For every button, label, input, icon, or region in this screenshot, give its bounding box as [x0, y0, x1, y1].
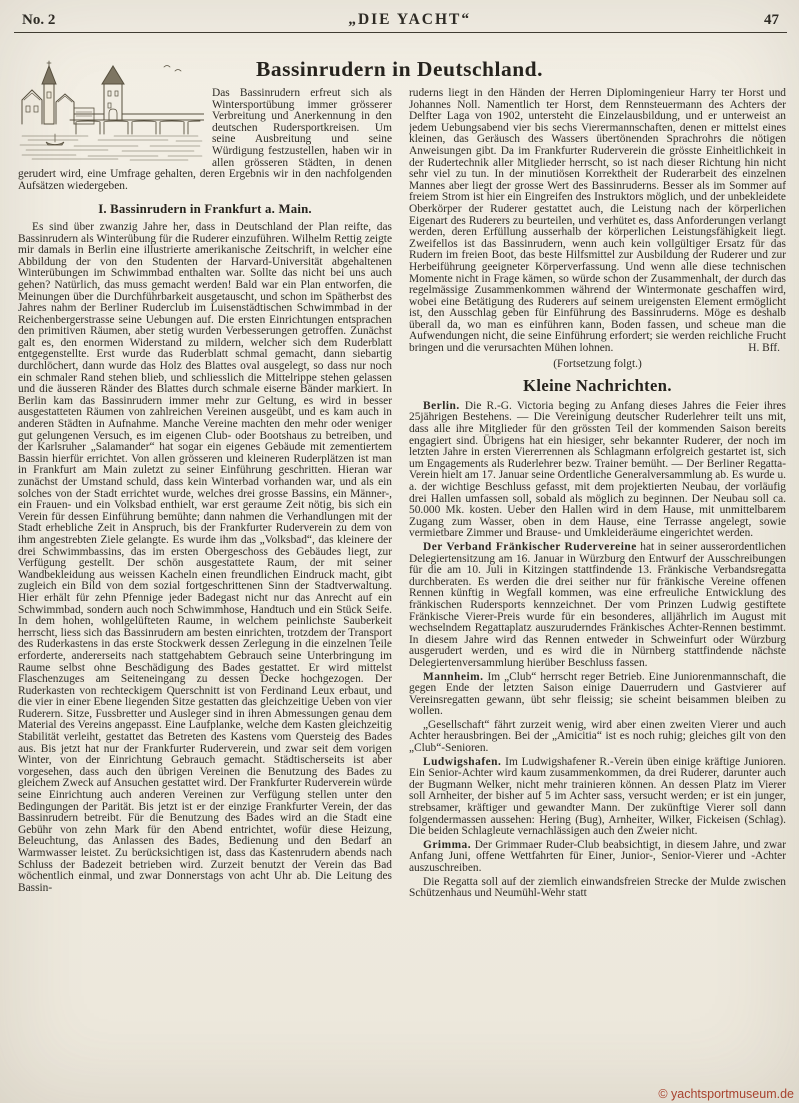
news-lead-grimma: Grimma. [423, 838, 472, 851]
author-initials: H. Bff. [748, 342, 780, 355]
left-column [18, 52, 392, 1100]
news-item-gesellschaft [409, 720, 786, 755]
news-heading: Kleine Nachrichten. [523, 376, 672, 396]
news-item-berlin [409, 401, 786, 540]
news-lead-ludwigshafen: Ludwigshafen. [423, 755, 502, 768]
continuation-note: (Fortsetzung folgt.) [553, 357, 642, 370]
news-text-berlin: Die R.-G. Victoria beging zu Anfang dieses Jahres die Feier ihres 25jährigen Bestehens. — Die Vereinigung deutscher Ruderlehrer teilt uns mit, dass alle ihre Mitglieder für den grössten Teil der kommenden Saison bereits engagiert sind. Übrigens hat ein hiesiger, sehr bekannter Ruderer, der noch im letzten Jahre in ersten Viererrennen als Schlagmann erfolgreich gestartet ist, sich um Engagements als Ruderlehrer bezw. Trainer bemüht. — Der Berliner Regatta-Verein hielt am 17. Januar seine Ordentliche Generalversammlung ab. Es wurde u. a. der wichtige Beschluss gefasst, mit dem projektierten Neubau, der vorläufig drei Hallen umfassen soll, sobald als möglich zu beginnen. Der Neubau soll ca. 50.000 Mk. kosten. Ueber den Hallen wird in dem Hause, mit unmittelbarem Zugang zum Wasser, oben in dem Hause, eine Terrasse angelegt, sowie vermietbare Zimmer und Brause- und Umkleideräume eingerichtet werden. [409, 399, 786, 540]
news-lead-verband: Der Verband Fränkischer Rudervereine [423, 540, 637, 553]
news-item-mannheim [409, 672, 786, 718]
article-body-left: Es sind über zwanzig Jahre her, dass in Deutschland der Plan reifte, das Bassinrudern als Winterübung für die Ruderer einzuführen. Wilhelm Rettig zeigte mir damals in Berlin eine illustrierte amerikanische Zeitschrift, in welcher eine Abbildung der von den Studenten der Harvard-Universität abgehaltenen Winterübungen im Schwimmbad enthalten war. Sollte das nicht bei uns auch gehen? Natürlich, das muss gemacht werden! Bald war ein Plan entworfen, die Meinungen über die Durchführbarkeit ausgetauscht, und schon im Spätherbst des Jahres nahm der Berliner Ruderclub im Luisenstädtischen Schwimmbad in der Reichenbergerstrasse seine Uebungen auf. Die ersten Einrichtungen entsprachen den primitiven Räumen, aber stetig wurden Verbesserungen getroffen. Zunächst galt es, den enormen Widerstand zu mildern, welcher sich dem Ruderblatt entgegenstellte. Erst wurde das Ruderblatt schmal gemacht, dann siebartig durchlöchert, dann wurde das Holz des Blattes oval ausgelegt, so dass nur noch ein schmaler Rand stehen blieb, und schliesslich die Mittelrippe stehen gelassen und die äusseren Ränder des Blattes durch schmale eiserne Bänder markiert. In Berlin kam das Bassinrudern immer mehr zur Geltung, es wird in besser ausgestatteten Räumen von zahlreichen Vereinen ausgeübt, und es kam auch in anderen Städten in Aufnahme. Manche Vereine machten den mehr oder weniger gut gelungenen Versuch, es im eigenen Club- oder Bootshaus zu betreiben, und der Karlsruher „Salamander“ hat sogar ein eigenes Gebäude mit zementiertem Bassin hierfür errichtet. Von allen grösseren und kleineren Ruderplätzen ist man in Frankfurt am Main zuletzt zu seiner Einführung geschritten. Hieran war zunächst der Umstand schuld, dass kein Winterbad vorhanden war, und als ein solches von der Stadt errichtet wurde, welches drei grosse Bassins, ein Männer-, ein Frauen- und ein Volksbad enthielt, war erst geraume Zeit nötig, bis sich ein Verein für dessen Einführung bemühte; dann nahmen die Verhandlungen mit der Stadt erhebliche Zeit in Anspruch, bis der Frankfurter Ruderverein zu dem von ihm angestrebten Ziele gelangte. Es wurde ihm das „Volksbad“, das kleinere der drei Schwimmbassins, das im ersten Obergeschoss des Gebäudes liegt, zur Verfügung gestellt. Der schön ausgestattete Raum, der mit seiner Wandbekleidung aus weissen Kacheln einen freundlichen Eindruck macht, gibt zugleich ein Bild von dem sozial fortgeschrittenen Sinn der Stadtverwaltung. Hier erhält für zehn Pfennige jeder Badegast nicht nur das Anrecht auf ein Schwimmbad, sondern auch noch Schwimmhose, Handtuch und ein Stück Seife. In dem hohen, wohlgelüfteten Raume, in welchem peinlichste Sauberkeit herrscht, liess sich das Bassinrudern am besten einrichten, trotzdem der Transport des Ruderkastens in das erste Stockwerk dessen Zerlegung in die einzelnen Teile erforderte, andererseits nach stattgehabtem Gebrauch seine Unterbringung im Raume selbst ohne Beschädigung des Bades gestattet. Er wird mittelst Flaschenzuges am Seiteneingang zu dessen Decke hochgezogen. Der Ruderkasten von rechteckigem Querschnitt ist von Ferdinand Leux erbaut, und die vier in einer Ebene liegenden Sitze gestatten das gleichzeitige Ueben von vier Ruderern. Sitze, Fussbretter und Ausleger sind in ihren Abmessungen genau dem Material des Vereins angepasst. Eine Laufplanke, welche dem Kasten gleichzeitig Stabilität verleiht, gestattet das Betreten des Kastens vom Quersteig des Bades aus. Bis jetzt hat nur der Frankfurter Ruderverein, und zwar seit dem vorigen Winter, von der Einrichtung Gebrauch gemacht. Städtischerseits ist aber vorgesehen, dass auch den übrigen Vereinen die Benutzung des Bades zu gleichem Zweck auf Ansuchen gestattet wird. Der Frankfurter Ruderverein würde seine Einrichtung auch anderen Vereinen zur Verfügung stellen unter den Bedingungen der Parität. Bis jetzt ist er der einzige Frankfurter Verein, der das Bassinrudern betreibt. Für die Benutzung des Bades wird an die Stadt eine Gebühr von zehn Mark für den Abend entrichtet, wofür diese Heizung, Beleuchtung, das Anlassen des Bades, Bedienung und den Bedarf an Warmwasser leistet. Zu berücksichtigen ist, dass das Kastenrudern abends nach Schluss der Badezeit betrieben wird. Zurzeit benutzt der Verein das Bad wöchentlich einmal, und zwar Donnerstags von acht Uhr ab. Die Leitung des Bassin- [18, 220, 392, 894]
issue-number: No. 2 [22, 12, 56, 28]
news-item-regatta [409, 877, 786, 900]
masthead: „DIE YACHT“ [348, 11, 472, 28]
section-heading: I. Bassinrudern in Frankfurt a. Main. [98, 202, 312, 217]
article-illustration [18, 54, 204, 162]
page-number: 47 [763, 12, 779, 28]
news-text-ludwigshafen: Im Ludwigshafener R.-Verein üben einige kräftige Junioren. Ein Senior-Achter wird kaum zusammenkommen, da drei Ruderer, darunter auch der Bugmann Welker, nicht mehr trainieren können. An dessen Platz im Vierer soll Arnheiter, der bisher auf 5 im Achter sass, versucht werden; er ist ein junger, strebsamer, kräftiger und gewandter Mann. Der zukünftige Vierer soll dann folgendermassen aussehen: Hering (Bug), Arnheiter, Wilker, Fickeisen (Schlag). Die beiden Schlagleute vernachlässigen auch den Zweier nicht. [409, 755, 786, 838]
news-item-grimma [409, 840, 786, 875]
news-item-ludwigshafen [409, 757, 786, 838]
right-column [409, 88, 786, 1100]
article-title: Bassinrudern in Deutschland. [255, 57, 543, 81]
news-lead-berlin: Berlin. [423, 399, 460, 412]
news-text-grimma: Der Grimmaer Ruder-Club beabsichtigt, in diesem Jahre, und zwar Anfang Juni, offene Wettfahrten für Einer, Junior-, Senior-Vierer und -Achter auszuschreiben. [409, 838, 786, 874]
town-bridge-engraving-icon [18, 54, 204, 162]
article-intro: Das Bassinrudern erfreut sich als Wintersportübung immer grösserer Verbreitung und Anerkennung in den deutschen Rudersportkreisen. Um seine Ausbreitung und seine Würdigung festzustellen, haben wir in allen grösseren Städten, in denen gerudert wird, eine Umfrage gehalten, deren Ergebnis wir in den nachfolgenden Aufsätzen wiedergeben. [18, 87, 392, 192]
article-body-right: ruderns liegt in den Händen der Herren Diplomingenieur Harry ter Horst und Johannes Noll. Namentlich ter Horst, dem Rennsteuermann des Achters der Delfter Laga von 1902, untersteht die Einzelausbildung, und er unterweist an jedem Uebungsabend vier bis sechs Vierermannschaften, denen er mittelst eines kleinen, das Geräusch des Wassers übertönenden Sprachrohrs die nötigen Anweisungen gibt. Da im Frankfurter Ruderverein die grösste Einheitlichkeit in der Rudertechnik aller Mitglieder herrscht, so ist nach dieser Richtung hin nicht sehr viel zu tun. In der minutiösen Korrektheit der Ruderarbeit des einzelnen Mannes aber liegt der grosse Wert des Bassinruderns. Besser als im Sommer auf freiem Strom ist hier ein Eingreifen des Instruktors möglich, und der unbekleidete Oberkörper der Ruderer gestattet auch, die Leistung nach der körperlichen Eigenart des Ruderers zu beurteilen, und verhütet es, dass Anforderungen verlangt werden, deren Erfüllung ausserhalb der körperlichen Leistungsfähigkeit liegt. Zweifellos ist das Bassinrudern, wenn auch kein vollgültiger Ersatz für das Rudern im freien Boot, das beste Hilfsmittel zur Ausbildung der Ruderer und zur Herbeiführung geeigneter Körperverfassung. Und wenn alle diese technischen Momente nicht in Frage kämen, so würde schon der Zusammenhalt, der durch das regelmässige Zusammenkommen während der Wintermonate geschaffen wird, wobei eine Betätigung des Ruderers auf seinem ureigensten Element ermöglicht ist, den Ausschlag geben für Einführung des Bassinruderns. Möge es deshalb überall da, wo man es einführen kann, Boden fassen, und scheue man die Aufwendungen nicht, die seine Einführung erfordert; sie werden reichliche Frucht bringen und die verursachten Mühen lohnen. [409, 88, 786, 355]
header-rule [14, 32, 787, 33]
watermark: © yachtsportmuseum.de [658, 1087, 794, 1101]
page-header [22, 11, 779, 29]
news-text-regatta: Die Regatta soll auf der ziemlich einwandsfreien Strecke der Mulde zwischen Schützenhaus und Neumühl-Wehr statt [409, 875, 786, 900]
news-text-verband: hat in seiner ausserordentlichen Delegiertensitzung am 16. Januar in Würzburg den Entwurf der Ausschreibungen für die am 10. Juli in Kitzingen stattfindende 13. Fränkische Verbandsregatta durchberaten. Es werden die drei seither nur für fränkische Vereine offenen Rennen künftig in Wegfall kommen, was eine erfreuliche Entwicklung des fränkischen Rudersports kennzeichnet. Der vom Prinzen Ludwig gestiftete Fränkische Vierer-Preis wurde für ein besonderes, alljährlich im August mit wechselndem Regattaplatz auszuruderndes Fränkisches Achter-Rennen bestimmt. In diesem Jahre wird das Rennen entweder in Schweinfurt oder Würzburg ausgerudert werden, und es wird die in Nürnberg stattfindende nächste Delegiertenversammlung hierüber Beschluss fassen. [409, 540, 786, 669]
news-lead-mannheim: Mannheim. [423, 670, 484, 683]
news-text-mannheim: Im „Club“ herrscht reger Betrieb. Eine Juniorenmannschaft, die gegen Ende der letzten Saison einige Dauerrudern und Gastvierer auf Vereinsregatten gewann, übt sehr fleissig; sie scheint beisammen bleiben zu wollen. [409, 670, 786, 718]
news-item-verband [409, 542, 786, 670]
news-text-gesellschaft: „Gesellschaft“ fährt zurzeit wenig, wird aber einen zweiten Vierer und auch Achter herausbringen. Bei der „Amicitia“ ist es noch ruhig; gleiches gilt von den „Club“-Senioren. [409, 718, 786, 755]
